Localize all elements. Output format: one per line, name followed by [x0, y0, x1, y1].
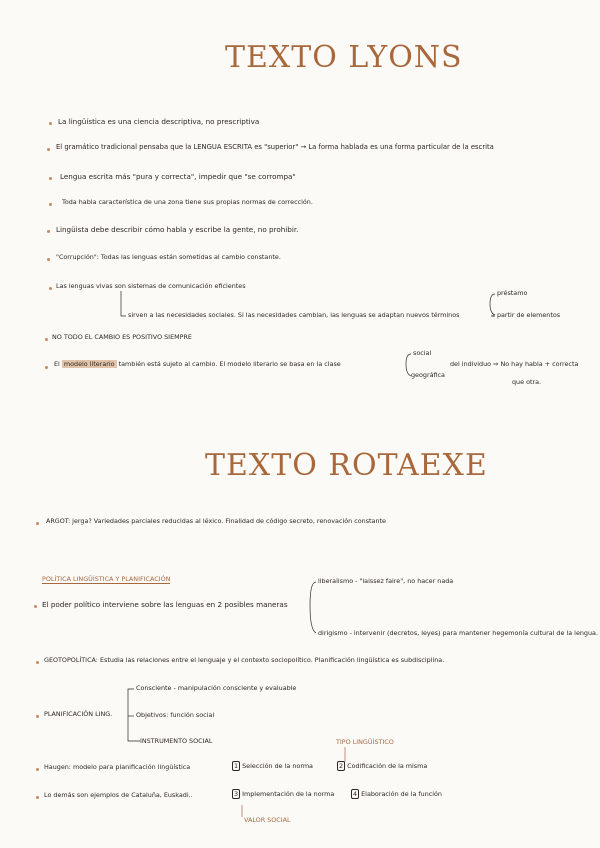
bullet-icon: [45, 366, 48, 369]
section1-bullet-1: La lingüística es una ciencia descriptiva, no prescriptiva: [58, 117, 260, 126]
step-number-2: 2: [339, 762, 344, 770]
section2-plan-label: PLANIFICACIÓN LING.: [44, 710, 113, 718]
section2-dirigismo: dirigismo - intervenir (decretos, leyes) para mantener hegemonía cultural de la lengua.: [318, 629, 598, 637]
b9-mid: también está sujeto al cambio. El modelo literario se basa en la clase: [118, 360, 341, 368]
section2-poder: El poder político interviene sobre las lenguas en 2 posibles maneras: [42, 600, 288, 609]
step-text-4: Elaboración de la función: [361, 790, 442, 798]
bullet-icon: [34, 605, 37, 608]
section2-haugen: Haugen: modelo para planificación lingüística: [44, 763, 191, 771]
section1-b9-post2: que otra.: [512, 378, 542, 386]
poder-brace: [310, 582, 316, 633]
bullet-icon: [36, 661, 39, 664]
bullet-icon: [36, 768, 39, 771]
section2-liberalismo: liberalismo - "laissez faire", no hacer nada: [318, 577, 454, 585]
bullet-icon: [49, 177, 52, 180]
step-number-3: 3: [234, 790, 239, 798]
bullet-icon: [47, 148, 50, 151]
step-number-4: 4: [353, 790, 358, 798]
step-text-3: Implementación de la norma: [242, 790, 335, 798]
bullet-icon: [36, 796, 39, 799]
section2-plan-2: Objetivos: función social: [136, 711, 215, 719]
bullet-icon: [47, 258, 50, 261]
section1-bullet-7b: sirven a las necesidades sociales. Si las necesidades cambian, las lenguas se adaptan nuevos términos: [128, 311, 460, 319]
section2-ejemplos: Lo demás son ejemplos de Cataluña, Euskadi..: [44, 791, 193, 799]
bullet-icon: [49, 122, 52, 125]
bullet-icon: [36, 715, 39, 718]
b7-hook: [121, 291, 126, 316]
section2-plan-3: INSTRUMENTO SOCIAL: [140, 737, 213, 745]
section2-geo: GEOTOPOLÍTICA: Estudia las relaciones entre el lenguaje y el contexto sociopolítico. Planificación lingüística es subdisciplina.: [44, 656, 445, 664]
section1-branch-elementos: a partir de elementos: [491, 311, 561, 319]
b9-highlight: modelo literario: [63, 360, 115, 368]
section2-heading-text: POLÍTICA LINGÜÍSTICA Y PLANIFICACIÓN: [42, 575, 171, 583]
section1-bullet-8: NO TODO EL CAMBIO ES POSITIVO SIEMPRE: [52, 333, 192, 341]
bullet-icon: [49, 287, 52, 290]
bullet-icon: [47, 230, 50, 233]
section1-bullet-6: "Corrupción": Todas las lenguas están sometidas al cambio constante.: [56, 253, 281, 261]
section1-branch-social: social: [413, 349, 432, 357]
b9-pre: El: [54, 360, 60, 368]
section2-heading: [42, 575, 170, 583]
haugen-step-3: [232, 790, 334, 798]
section2-plan-1: Consciente - manipulación consciente y evaluable: [136, 684, 297, 692]
haugen-step-4: [351, 790, 442, 798]
section1-bullet-4: Toda habla característica de una zona tiene sus propias normas de corrección.: [62, 198, 313, 206]
section1-bullet-5: Lingüista debe describir cómo habla y escribe la gente, no prohibir.: [56, 225, 299, 234]
section1-bullet-2: El gramático tradicional pensaba que la LENGUA ESCRITA es "superior" → La forma hablada es una forma particular de la escrita: [56, 143, 494, 151]
section1-bullet-7a: Las lenguas vivas son sistemas de comunicación eficientes: [56, 282, 246, 290]
bullet-icon: [49, 203, 52, 206]
haugen-step-1: [232, 762, 313, 770]
step-text-2: Codificación de la misma: [347, 762, 428, 770]
section1-b9-post: del individuo ⇒ No hay habla + correcta: [450, 360, 579, 368]
section2-argot: ARGOT: jerga? Variedades parciales reducidas al léxico. Finalidad de código secreto, renovación constante: [46, 517, 386, 525]
bullet-icon: [45, 338, 48, 341]
section1-title: TEXTO LYONS: [225, 40, 463, 75]
section1-branch-prestamo: préstamo: [497, 289, 528, 297]
step-number-1: 1: [234, 762, 239, 770]
haugen-step-2: [337, 762, 427, 770]
section1-branch-geografica: geográfica: [411, 371, 445, 379]
section1-bullet-9: [54, 360, 341, 368]
bullet-icon: [36, 522, 39, 525]
section2-tipo: TIPO LINGÜÍSTICO: [336, 738, 394, 746]
section1-bullet-3: Lengua escrita más "pura y correcta", impedir que "se corrompa": [60, 172, 296, 181]
section2-title: TEXTO ROTAEXE: [205, 448, 488, 483]
step-text-1: Selección de la norma: [242, 762, 313, 770]
section2-valor: VALOR SOCIAL: [244, 816, 291, 824]
